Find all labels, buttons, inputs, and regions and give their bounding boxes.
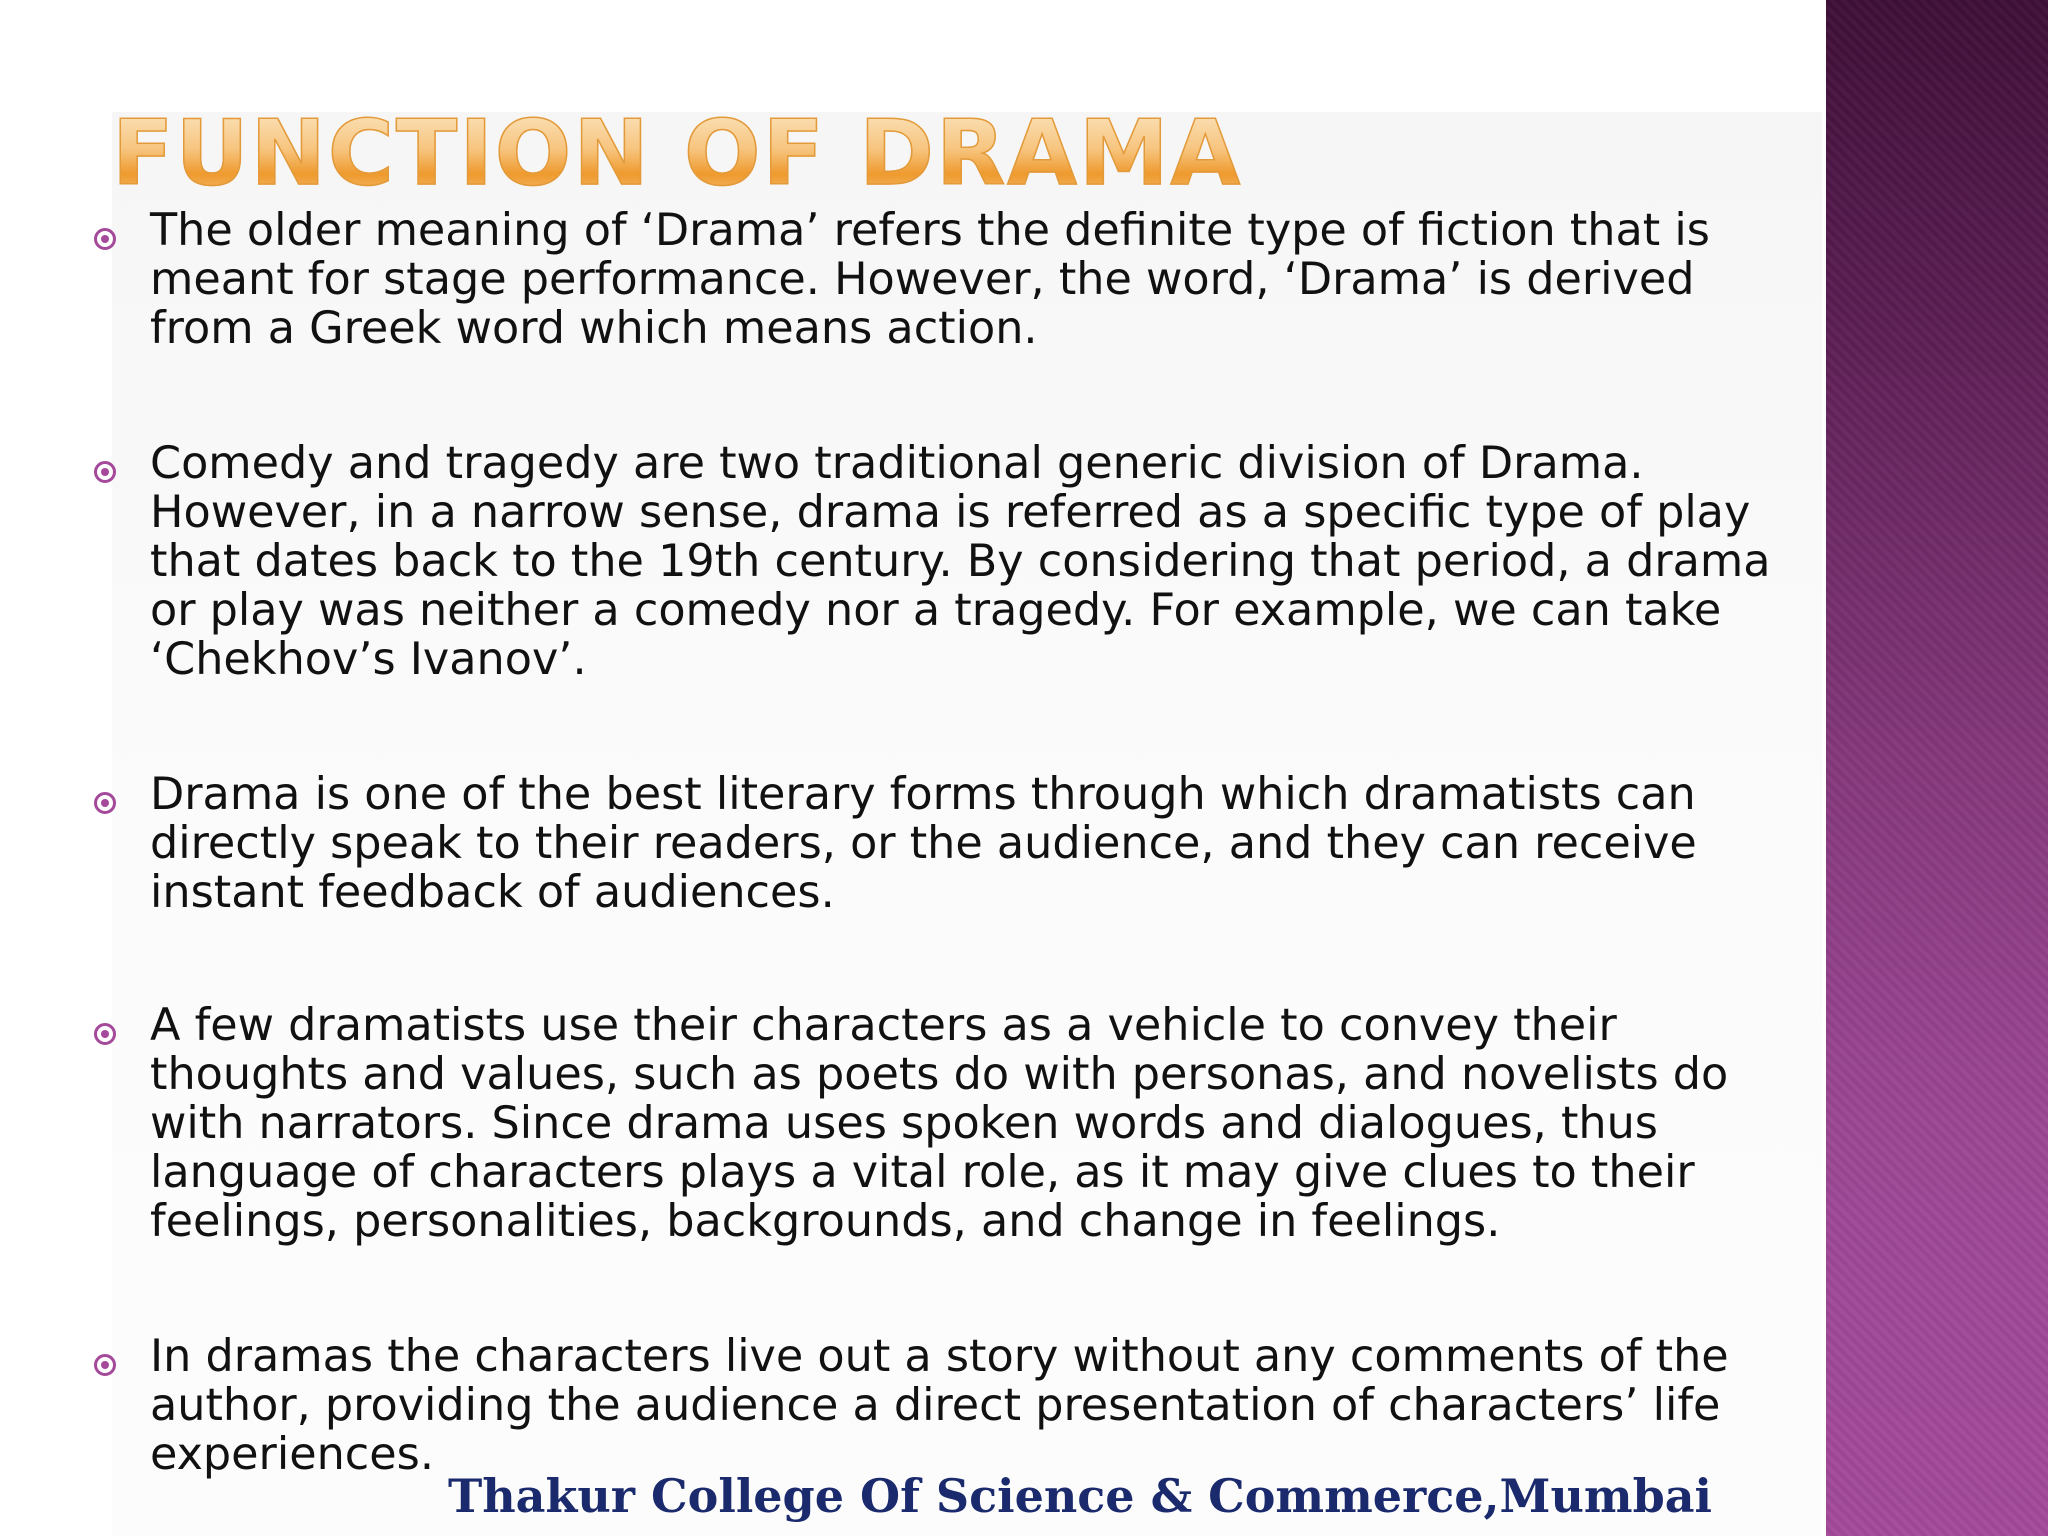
- bullet-text: Drama is one of the best literary forms through which dramatists can directly speak to their readers, or the audience, and they can receive instant feedback of audiences.: [150, 769, 1697, 918]
- decorative-side-band: [1826, 0, 2048, 1536]
- circle-dot-bullet-icon: [94, 792, 116, 814]
- circle-dot-bullet-icon: [94, 228, 116, 250]
- bullet-item: [90, 1332, 1790, 1479]
- bullet-text: The older meaning of ‘Drama’ refers the definite type of fiction that is meant for stage performance. However, the word, ‘Drama’ is derived from a Greek word which means action.: [150, 205, 1710, 354]
- footer-institution-name: Thakur College Of Science & Commerce,Mumbai: [448, 1469, 1713, 1523]
- slide-title: FUNCTION OF DRAMA: [112, 101, 1243, 206]
- bullet-item: [90, 770, 1790, 917]
- bullet-text: In dramas the characters live out a story without any comments of the author, providing the audience a direct presentation of characters’ life experiences.: [150, 1331, 1729, 1480]
- bullet-item: [90, 1001, 1790, 1246]
- circle-dot-bullet-icon: [94, 1023, 116, 1045]
- bullet-item: [90, 206, 1790, 353]
- bullet-text: Comedy and tragedy are two traditional generic division of Drama. However, in a narrow sense, drama is referred as a specific type of play that dates back to the 19th century. By considering that period, a drama or play was neither a comedy nor a tragedy. For example, we can take ‘Chekhov’s Ivanov’.: [150, 438, 1771, 685]
- bullet-list: [90, 206, 1790, 1536]
- bullet-text: A few dramatists use their characters as a vehicle to convey their thoughts and values, such as poets do with personas, and novelists do with narrators. Since drama uses spoken words and dialogues, thus language of characters plays a vital role, as it may give clues to their feelings, personalities, backgrounds, and change in feelings.: [150, 1000, 1729, 1247]
- circle-dot-bullet-icon: [94, 461, 116, 483]
- bullet-item: [90, 439, 1790, 684]
- circle-dot-bullet-icon: [94, 1354, 116, 1376]
